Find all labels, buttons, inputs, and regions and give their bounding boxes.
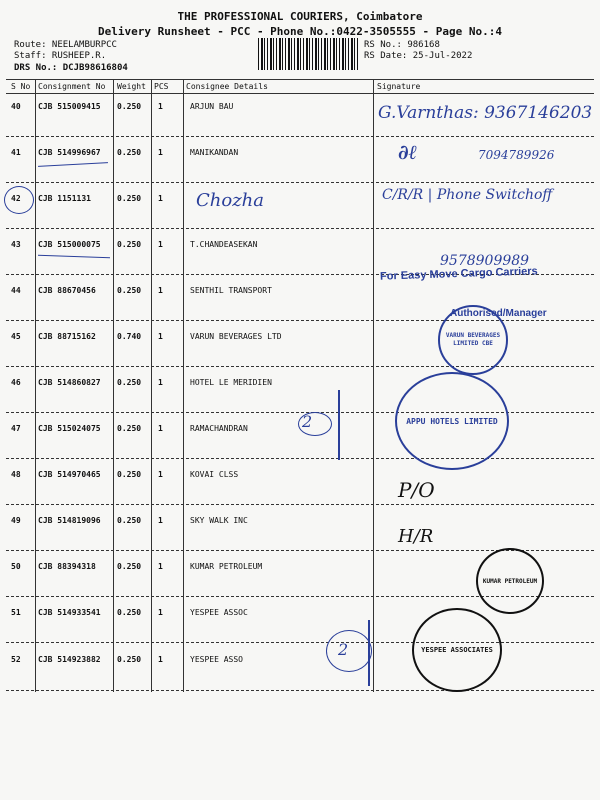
row-sno: 48 bbox=[11, 470, 21, 479]
row-sno: 47 bbox=[11, 424, 21, 433]
col-consignee: Consignee Details bbox=[186, 82, 268, 91]
row-consignee: ARJUN BAU bbox=[190, 102, 234, 111]
drs-number: DRS No.: DCJB98616804 bbox=[14, 63, 128, 73]
row-consignee: VARUN BEVERAGES LTD bbox=[190, 332, 282, 341]
row-consignee: YESPEE ASSO bbox=[190, 655, 243, 664]
stamp-authorised-manager: Authorised/Manager bbox=[450, 308, 547, 319]
row-sno: 40 bbox=[11, 102, 21, 111]
row-pcs: 1 bbox=[158, 194, 163, 203]
handwritten-circle bbox=[4, 186, 34, 214]
row-consignee: KOVAI CLSS bbox=[190, 470, 239, 479]
col-pcs: PCS bbox=[154, 82, 169, 91]
stamp-yespee: YESPEE ASSOCIATES bbox=[412, 608, 502, 692]
row-consignee: HOTEL LE MERIDIEN bbox=[190, 378, 272, 387]
row-sno: 52 bbox=[11, 655, 21, 664]
pen-bracket bbox=[368, 620, 370, 686]
row-pcs: 1 bbox=[158, 148, 163, 157]
table-row bbox=[0, 470, 600, 516]
row-consignment: CJB 514819096 bbox=[38, 516, 101, 525]
row-consignee: T.CHANDEASEKAN bbox=[190, 240, 258, 249]
row-sno: 45 bbox=[11, 332, 21, 341]
row-consignee: KUMAR PETROLEUM bbox=[190, 562, 263, 571]
row-pcs: 1 bbox=[158, 286, 163, 295]
table-row bbox=[0, 655, 600, 701]
row-consignment: CJB 514923882 bbox=[38, 655, 101, 664]
row-consignee: SENTHIL TRANSPORT bbox=[190, 286, 272, 295]
stamp-appu-hotels: APPU HOTELS LIMITED bbox=[395, 372, 509, 470]
handwritten-circle bbox=[326, 630, 372, 672]
row-weight: 0.740 bbox=[117, 332, 142, 341]
row-divider bbox=[6, 228, 594, 229]
rs-date: RS Date: 25-Jul-2022 bbox=[364, 51, 473, 61]
pen-bracket bbox=[338, 390, 340, 460]
route: Route: NEELAMBURPCC bbox=[14, 40, 117, 50]
runsheet-subtitle: Delivery Runsheet - PCC - Phone No.:0422-3505555 - Page No.:4 bbox=[98, 25, 502, 38]
stamp-kumar-petroleum: KUMAR PETROLEUM bbox=[476, 548, 544, 614]
consignee-42-handwritten: Chozha bbox=[196, 190, 265, 211]
row-consignee: MANIKANDAN bbox=[190, 148, 239, 157]
row-pcs: 1 bbox=[158, 378, 163, 387]
handwritten-52: 2 bbox=[338, 640, 349, 659]
row-pcs: 1 bbox=[158, 424, 163, 433]
signature-40: G.Varnthas: 9367146203 bbox=[378, 103, 593, 123]
staff: Staff: RUSHEEP.R. bbox=[14, 51, 107, 61]
row-sno: 51 bbox=[11, 608, 21, 617]
row-divider bbox=[6, 458, 594, 459]
table-row bbox=[0, 332, 600, 378]
row-consignment: CJB 514933541 bbox=[38, 608, 101, 617]
row-consignment: CJB 514860827 bbox=[38, 378, 101, 387]
row-weight: 0.250 bbox=[117, 194, 142, 203]
row-pcs: 1 bbox=[158, 655, 163, 664]
row-sno: 49 bbox=[11, 516, 21, 525]
header-rule-bottom bbox=[6, 93, 594, 94]
signature-41-mark: ∂ℓ bbox=[398, 140, 418, 164]
row-weight: 0.250 bbox=[117, 608, 142, 617]
row-consignment: CJB 514970465 bbox=[38, 470, 101, 479]
row-consignment: CJB 88394318 bbox=[38, 562, 96, 571]
rs-number: RS No.: 986168 bbox=[364, 40, 440, 50]
signature-43: 9578909989 bbox=[440, 253, 530, 269]
row-pcs: 1 bbox=[158, 608, 163, 617]
row-divider bbox=[6, 320, 594, 321]
row-pcs: 1 bbox=[158, 332, 163, 341]
table-row bbox=[0, 424, 600, 470]
row-sno: 43 bbox=[11, 240, 21, 249]
row-consignment: CJB 515009415 bbox=[38, 102, 101, 111]
row-weight: 0.250 bbox=[117, 562, 142, 571]
col-weight: Weight bbox=[117, 82, 146, 91]
col-signature: Signature bbox=[377, 82, 421, 91]
row-divider bbox=[6, 504, 594, 505]
handwritten-47: 2 bbox=[302, 412, 313, 431]
row-divider bbox=[6, 690, 594, 691]
row-sno: 44 bbox=[11, 286, 21, 295]
signature-41: 7094789926 bbox=[478, 148, 555, 162]
row-sno: 46 bbox=[11, 378, 21, 387]
stamp-varun: VARUN BEVERAGES LIMITED CBE bbox=[438, 305, 508, 375]
row-consignment: CJB 515000075 bbox=[38, 240, 101, 249]
row-sno: 42 bbox=[11, 194, 21, 203]
col-consignment: Consignment No bbox=[38, 82, 106, 91]
stamp-easy-move: For Easy Move Cargo Carriers bbox=[379, 265, 538, 283]
row-pcs: 1 bbox=[158, 562, 163, 571]
row-weight: 0.250 bbox=[117, 470, 142, 479]
row-divider bbox=[6, 642, 594, 643]
handwritten-49: H/R bbox=[398, 526, 434, 547]
table-row bbox=[0, 608, 600, 654]
row-consignment: CJB 515024075 bbox=[38, 424, 101, 433]
row-weight: 0.250 bbox=[117, 424, 142, 433]
row-weight: 0.250 bbox=[117, 655, 142, 664]
row-consignment: CJB 88670456 bbox=[38, 286, 96, 295]
row-weight: 0.250 bbox=[117, 240, 142, 249]
row-consignee: YESPEE ASSOC bbox=[190, 608, 248, 617]
row-consignment: CJB 1151131 bbox=[38, 194, 91, 203]
row-weight: 0.250 bbox=[117, 516, 142, 525]
row-weight: 0.250 bbox=[117, 102, 142, 111]
row-pcs: 1 bbox=[158, 516, 163, 525]
row-consignment: CJB 514996967 bbox=[38, 148, 101, 157]
row-divider bbox=[6, 182, 594, 183]
barcode bbox=[258, 38, 358, 70]
row-weight: 0.250 bbox=[117, 286, 142, 295]
header-rule-top bbox=[6, 79, 594, 80]
row-weight: 0.250 bbox=[117, 148, 142, 157]
row-pcs: 1 bbox=[158, 470, 163, 479]
row-divider bbox=[6, 366, 594, 367]
col-sno: S No bbox=[11, 82, 31, 91]
company-title: THE PROFESSIONAL COURIERS, Coimbatore bbox=[177, 10, 423, 23]
row-pcs: 1 bbox=[158, 240, 163, 249]
row-sno: 50 bbox=[11, 562, 21, 571]
signature-42: C/R/R | Phone Switchoff bbox=[382, 187, 553, 203]
row-pcs: 1 bbox=[158, 102, 163, 111]
row-consignee: SKY WALK INC bbox=[190, 516, 248, 525]
row-sno: 41 bbox=[11, 148, 21, 157]
row-weight: 0.250 bbox=[117, 378, 142, 387]
row-consignee: RAMACHANDRAN bbox=[190, 424, 248, 433]
handwritten-48: P/O bbox=[398, 478, 435, 502]
row-consignment: CJB 88715162 bbox=[38, 332, 96, 341]
row-divider bbox=[6, 136, 594, 137]
handwritten-circle bbox=[298, 412, 332, 436]
